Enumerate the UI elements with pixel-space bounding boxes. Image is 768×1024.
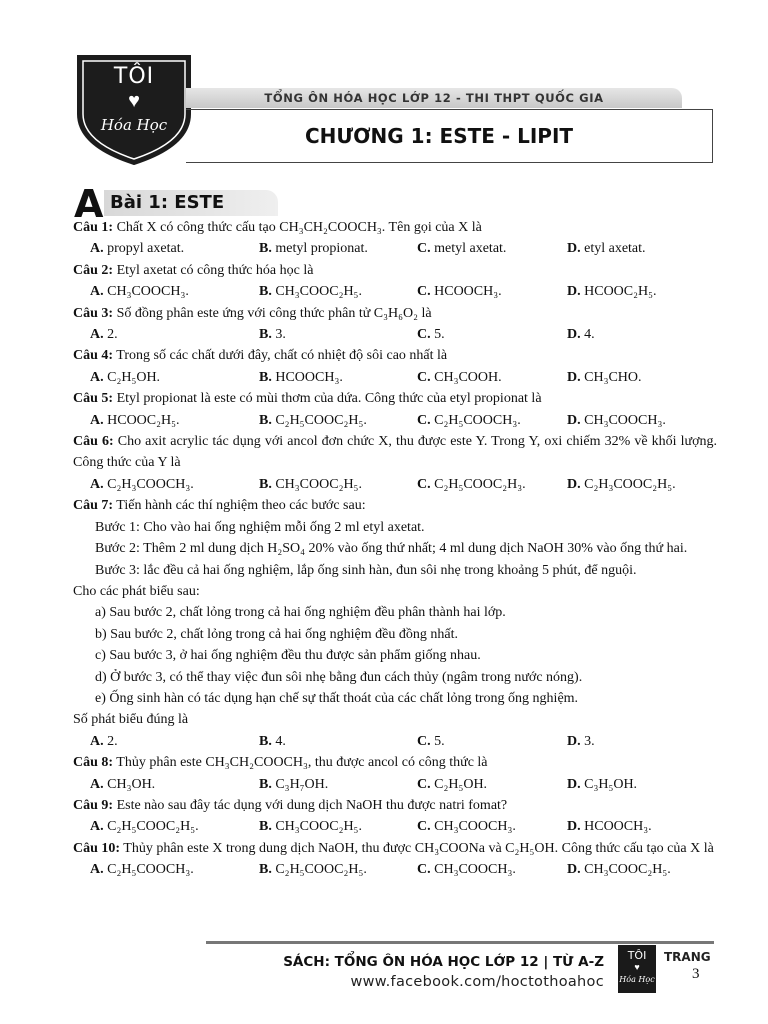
heart-icon: ♥ xyxy=(634,962,640,972)
q7-intro: Cho các phát biểu sau: xyxy=(73,583,200,599)
footer-facebook-link[interactable]: www.facebook.com/hoctothoahoc xyxy=(350,974,604,990)
question-item xyxy=(73,388,717,431)
logo-text-hoahoc: Hóa Học xyxy=(100,116,168,134)
q7-statement-e: e) Ống sinh hàn có tác dụng hạn chế sự thất thoát của các chất lỏng trong ống nghiệm. xyxy=(95,690,579,706)
question-number: Câu 9: xyxy=(73,797,114,813)
option-d: D. CH₃COOCH₃. xyxy=(567,412,666,428)
option-c: C. CH₃COOCH₃. xyxy=(417,819,516,835)
option-a: A. C₂H₅COOC₂H₅. xyxy=(90,819,199,835)
chapter-title: CHƯƠNG 1: ESTE - LIPIT xyxy=(304,124,574,148)
question-item xyxy=(73,838,717,881)
option-c: C. C₂H₅COOCH₃. xyxy=(417,412,521,428)
option-a: A. C₂H₅OH. xyxy=(90,369,161,385)
question-item xyxy=(73,752,717,795)
answer-options xyxy=(73,410,717,431)
footer-logo xyxy=(618,945,656,993)
option-b: B. C₂H₅COOC₂H₅. xyxy=(259,862,367,878)
option-b: B. C₂H₅COOC₂H₅. xyxy=(259,412,367,428)
series-title: TỔNG ÔN HÓA HỌC LỚP 12 - THI THPT QUỐC GIA xyxy=(264,91,604,105)
answer-options xyxy=(73,774,717,795)
question-number: Câu 1: xyxy=(73,220,114,235)
option-a: A. CH₃OH. xyxy=(90,776,156,792)
option-a: A. 2. xyxy=(90,327,118,343)
option-d: D. CH₃CHO. xyxy=(567,369,642,385)
answer-options xyxy=(73,281,717,302)
answer-options xyxy=(73,474,717,495)
option-c: C. 5. xyxy=(417,733,445,749)
heart-icon: ♥ xyxy=(128,90,140,112)
option-a: A. C₂H₃COOCH₃. xyxy=(90,476,194,492)
section-title: Bài 1: ESTE xyxy=(110,192,225,213)
option-b: B. metyl propionat. xyxy=(259,241,368,257)
q7-statement-c: c) Sau bước 3, ở hai ống nghiệm đều thu được sản phẩm giống nhau. xyxy=(95,648,481,664)
answer-options xyxy=(73,816,717,837)
question-text: Số đồng phân este ứng với công thức phân tử C₃H₆O₂ là xyxy=(113,305,432,321)
question-text: Trong số các chất dưới đây, chất có nhiệt độ sôi cao nhất là xyxy=(113,348,448,364)
section-letter: A xyxy=(74,182,104,226)
questions-part-2 xyxy=(73,752,717,880)
option-d: D. C₃H₅OH. xyxy=(567,776,638,792)
series-banner xyxy=(186,88,682,108)
question-number: Câu 8: xyxy=(73,755,114,771)
option-c: C. C₂H₅OH. xyxy=(417,776,488,792)
option-b: B. CH₃COOC₂H₅. xyxy=(259,476,362,492)
chapter-box xyxy=(186,109,713,163)
question-text: Cho axit acrylic tác dụng với ancol đơn chức X, thu được este Y. Trong Y, oxi chiếm 32% về khối lượng. Công thức của Y là xyxy=(73,434,718,471)
option-d: D. CH₃COOC₂H₅. xyxy=(567,862,671,878)
question-text: Thủy phân este X trong dung dịch NaOH, thu được CH₃COONa và C₂H₅OH. Công thức cấu tạo của X là xyxy=(120,840,714,856)
option-c: C. CH₃COOH. xyxy=(417,369,502,385)
question-text: Tiến hành các thí nghiệm theo các bước sau: xyxy=(113,498,366,514)
footer-book-title: SÁCH: TỔNG ÔN HÓA HỌC LỚP 12 | TỪ A-Z xyxy=(283,954,604,970)
option-a: A. CH₃COOCH₃. xyxy=(90,284,189,300)
option-d: D. 3. xyxy=(567,733,595,749)
option-d: D. 4. xyxy=(567,327,595,343)
question-text: Etyl axetat có công thức hóa học là xyxy=(113,262,314,278)
answer-options xyxy=(73,238,717,259)
question-item xyxy=(73,345,717,388)
question-item xyxy=(73,217,717,260)
option-d: D. C₂H₃COOC₂H₅. xyxy=(567,476,676,492)
option-d: D. HCOOC₂H₅. xyxy=(567,284,657,300)
answer-options xyxy=(73,324,717,345)
question-number: Câu 10: xyxy=(73,840,121,856)
q7-statement-d: d) Ở bước 3, có thể thay việc đun sôi nhẹ bằng đun cách thủy (ngâm trong nước nóng). xyxy=(95,669,583,685)
question-text: Etyl propionat là este có mùi thơm của dứa. Công thức của etyl propionat là xyxy=(113,391,542,407)
option-a: A. 2. xyxy=(90,733,118,749)
question-text: Este nào sau đây tác dụng với dung dịch NaOH thu được natri fomat? xyxy=(113,797,508,813)
option-c: C. HCOOCH₃. xyxy=(417,284,502,300)
option-b: B. 4. xyxy=(259,733,286,749)
option-c: C. 5. xyxy=(417,327,445,343)
question-item xyxy=(73,303,717,346)
question-number: Câu 6: xyxy=(73,434,114,450)
question-item xyxy=(73,431,717,495)
footer-divider xyxy=(206,941,714,944)
option-c: C. metyl axetat. xyxy=(417,241,507,257)
answer-options xyxy=(73,859,717,880)
question-item xyxy=(73,260,717,303)
question-text: Chất X có công thức cấu tạo CH₃CH₂COOCH₃. Tên gọi của X là xyxy=(113,220,482,235)
option-b: B. CH₃COOC₂H₅. xyxy=(259,284,362,300)
option-b: B. HCOOCH₃. xyxy=(259,369,343,385)
q7-step-3: Bước 3: lắc đều cả hai ống nghiệm, lắp ống sinh hàn, đun sôi nhẹ trong khoảng 5 phút, để nguội. xyxy=(95,562,637,578)
option-b: B. 3. xyxy=(259,327,286,343)
option-c: C. C₂H₅COOC₂H₃. xyxy=(417,476,526,492)
option-a: A. propyl axetat. xyxy=(90,241,185,257)
footer-logo-subtext: Hóa Học xyxy=(619,975,655,984)
question-text: Thủy phân este CH₃CH₂COOCH₃, thu được ancol có công thức là xyxy=(113,755,488,771)
option-b: B. CH₃COOC₂H₅. xyxy=(259,819,362,835)
option-d: D. etyl axetat. xyxy=(567,241,646,257)
option-d: D. HCOOCH₃. xyxy=(567,819,652,835)
option-a: A. HCOOC₂H₅. xyxy=(90,412,180,428)
question-list xyxy=(73,217,717,881)
q7-step-1: Bước 1: Cho vào hai ống nghiệm mỗi ống 2 ml etyl axetat. xyxy=(95,519,425,535)
question-7 xyxy=(73,495,717,752)
option-c: C. CH₃COOCH₃. xyxy=(417,862,516,878)
option-b: B. C₃H₇OH. xyxy=(259,776,329,792)
q7-statement-a: a) Sau bước 2, chất lỏng trong cả hai ống nghiệm đều phân thành hai lớp. xyxy=(95,605,506,621)
q7-ask: Số phát biểu đúng là xyxy=(73,712,189,728)
answer-options xyxy=(73,367,717,388)
q7-step-2: Bước 2: Thêm 2 ml dung dịch H₂SO₄ 20% vào ống thứ nhất; 4 ml dung dịch NaOH 30% vào ống thứ hai. xyxy=(95,541,688,557)
questions-part-1 xyxy=(73,217,717,495)
question-item xyxy=(73,795,717,838)
question-number: Câu 4: xyxy=(73,348,114,364)
option-a: A. C₂H₅COOCH₃. xyxy=(90,862,194,878)
answer-options xyxy=(73,731,717,752)
question-number: Câu 3: xyxy=(73,305,114,321)
page-label: TRANG xyxy=(664,950,711,964)
question-number: Câu 7: xyxy=(73,498,114,514)
section-banner xyxy=(104,190,278,216)
footer-logo-text: TÔI xyxy=(627,949,647,962)
question-number: Câu 2: xyxy=(73,262,114,278)
q7-statement-b: b) Sau bước 2, chất lỏng trong cả hai ống nghiệm đều đồng nhất. xyxy=(95,626,458,642)
logo-text-toi: TÔI xyxy=(113,64,155,89)
question-number: Câu 5: xyxy=(73,391,114,407)
page-number: 3 xyxy=(692,966,700,982)
